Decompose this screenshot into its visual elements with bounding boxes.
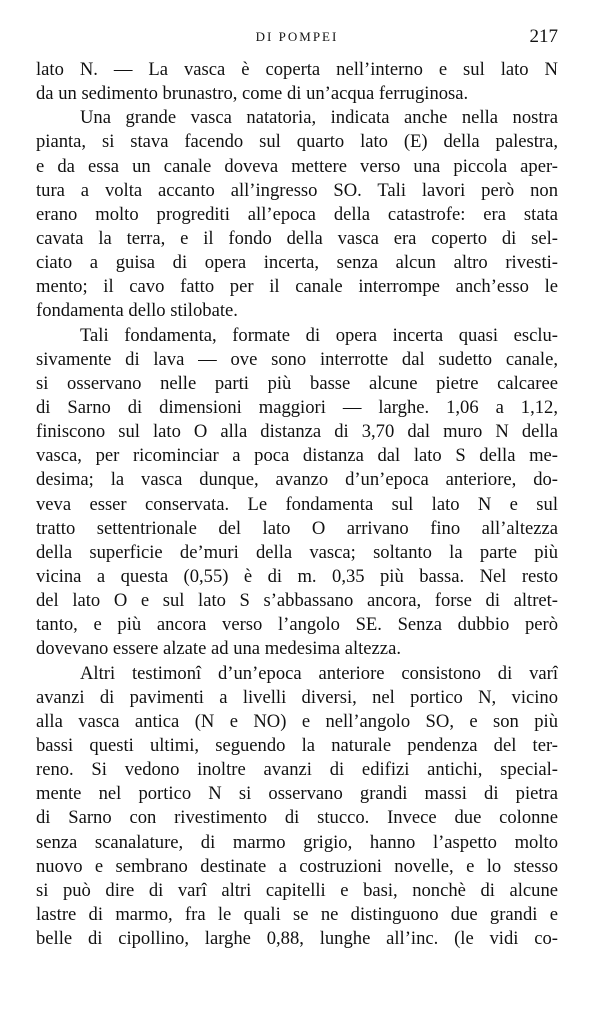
text-line: reno. Si vedono inoltre avanzi di edifizi antichi, special- [36, 759, 558, 781]
text-line: di Sarno con rivestimento di stucco. Invece due colonne [36, 807, 558, 829]
text-line: tura a volta accanto all’ingresso SO. Tali lavori però non [36, 179, 558, 201]
text-line: lato N. — La vasca è coperta nell’interno e sul lato N [36, 59, 558, 80]
text-line: lastre di marmo, fra le quali se ne distinguono due grandi e [36, 903, 558, 925]
text-line: alla vasca antica (N e NO) e nell’angolo SO, e son più [36, 710, 558, 732]
text-line: del lato O e sul lato S s’abbassano ancora, forse di altret- [36, 590, 558, 612]
text-line: da un sedimento brunastro, come di un’acqua ferruginosa. [36, 83, 469, 105]
text-line: e da essa un canale doveva mettere verso una piccola aper- [36, 155, 558, 177]
text-line: fondamenta dello stilobate. [36, 300, 238, 322]
text-line: veva esser conservata. Le fondamenta sul lato N e sul [36, 493, 558, 515]
text-line: di Sarno di dimensioni maggiori — larghe. 1,06 a 1,12, [36, 396, 558, 418]
text-line: tanto, e più ancora verso l’angolo SE. Senza dubbio però [36, 614, 558, 636]
text-line: cavata la terra, e il fondo della vasca era coperto di sel- [36, 227, 558, 249]
text-line: si può dire di varî altri capitelli e basi, nonchè di alcune [36, 879, 558, 901]
text-line: pianta, si stava facendo sul quarto lato (E) della palestra, [36, 131, 558, 153]
text-body [36, 58, 558, 951]
running-title: DI POMPEI [255, 29, 339, 44]
text-line: dovevano essere alzate ad una medesima altezza. [36, 638, 401, 660]
text-line: nuovo e sembrano destinate a costruzioni novelle, e lo stesso [36, 855, 558, 877]
text-line: sivamente di lava — ove sono interrotte dal sudetto canale, [36, 348, 558, 370]
text-line: vasca, per ricominciar a poca distanza dal lato S della me- [36, 445, 558, 467]
page-number: 217 [529, 26, 558, 47]
text-line: bassi questi ultimi, seguendo la naturale pendenza del ter- [36, 734, 558, 756]
text-line: desima; la vasca dunque, avanzo d’un’epoca anteriore, do- [36, 469, 558, 491]
text-line: belle di cipollino, larghe 0,88, lunghe all’inc. (le vidi co- [36, 928, 558, 950]
text-line: senza scanalature, di marmo grigio, hanno l’aspetto molto [36, 831, 558, 853]
text-line: ciato a guisa di opera incerta, senza alcun altro rivesti- [36, 252, 558, 274]
text-line: mente nel portico N si osservano grandi massi di pietra [36, 783, 558, 805]
text-line: si osservano nelle parti più basse alcune pietre calcaree [36, 372, 558, 394]
text-line: avanzi di pavimenti a livelli diversi, nel portico N, vicino [36, 686, 558, 708]
paragraph-first-line: Altri testimonî d’un’epoca anteriore consistono di varî [80, 662, 558, 684]
running-head [36, 26, 558, 48]
text-line: mento; il cavo fatto per il canale interrompe anch’esso le [36, 276, 558, 298]
text-line: erano molto progrediti all’epoca della catastrofe: era stata [36, 203, 558, 225]
text-line: finiscono sul lato O alla distanza di 3,70 dal muro N della [36, 421, 558, 443]
paragraph-first-line: Tali fondamenta, formate di opera incerta quasi esclu- [80, 324, 558, 346]
paragraph-first-line: Una grande vasca natatoria, indicata anche nella nostra [80, 107, 558, 129]
text-line: tratto settentrionale del lato O arrivano fino all’altezza [36, 517, 558, 539]
text-line: della superficie de’muri della vasca; soltanto la parte più [36, 541, 558, 563]
text-line: vicina a questa (0,55) è di m. 0,35 più bassa. Nel resto [36, 565, 558, 587]
